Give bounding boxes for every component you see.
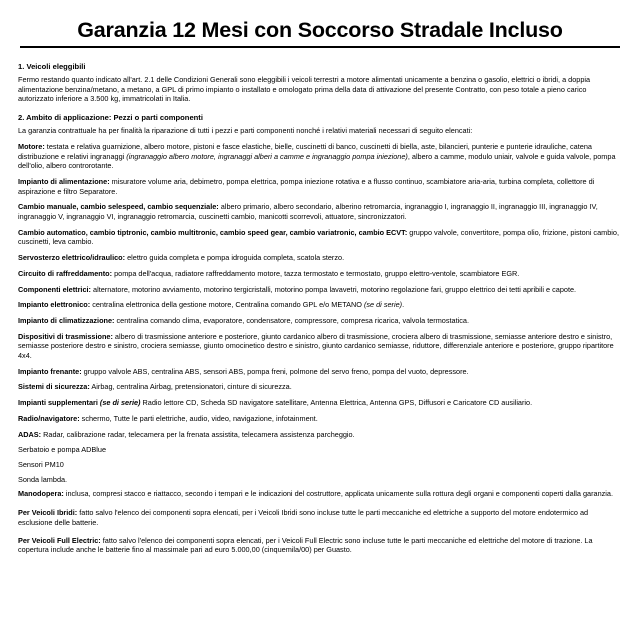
component-label: Cambio automatico, cambio tiptronic, cambio multitronic, cambio speed gear, cambio variatronic, cambio ECVT: xyxy=(18,227,408,237)
component-item-componenti-elettrici xyxy=(18,285,622,295)
component-text: inclusa, compresi stacco e riattacco, secondo i tempari e le indicazioni del costruttore, applicata unicamente sulla rottura degli organi e componenti coperti dalla garanzia. xyxy=(63,489,613,499)
component-item-cambio-automatico xyxy=(18,228,622,247)
footer-note-text: fatto salvo l'elenco dei componenti sopra elencati, per i Veicoli Ibridi sono incluse tutte le parti meccaniche ed elettriche a supporto del motore endotermico ad esclusione delle batterie. xyxy=(18,508,589,527)
component-item-impianto-climatizzazione xyxy=(18,316,622,326)
component-item-motore xyxy=(18,142,622,171)
component-italic-text: (se di serie) xyxy=(361,300,403,310)
page-title: Garanzia 12 Mesi con Soccorso Stradale Incluso xyxy=(20,18,620,48)
footer-note-veicoli-ibridi xyxy=(18,508,622,527)
component-text: pompa dell'acqua, radiatore raffreddamento motore, tazza termostato e termostato, gruppo elettro-ventole, scambiatore EGR. xyxy=(112,268,520,278)
component-item-sistemi-sicurezza xyxy=(18,382,622,392)
component-item-impianto-elettronico xyxy=(18,300,622,310)
footer-note-label: Per Veicoli Full Electric: xyxy=(18,535,101,545)
footer-note-label: Per Veicoli Ibridi: xyxy=(18,508,78,518)
section-heading-veicoli-eleggibili: 1. Veicoli eleggibili xyxy=(18,62,86,71)
section-body-veicoli-eleggibili: Fermo restando quanto indicato all'art. 2.1 delle Condizioni Generali sono eleggibili i veicoli terrestri a motore alimentati unicamente a benzina o gasolio, elettrici o ibridi, a doppia alimentazione benzina/metano, a metano, a GPL di primo impianto o installato e omologato prima della data di attivazione del presente Contratto, con peso totale a pieno carico autorizzato inferiore a 3.500 kg, immatricolati in Italia. xyxy=(18,75,591,104)
component-text: misuratore volume aria, debimetro, pompa elettrica, pompa iniezione rotativa e a flusso continuo, scambiatore aria-aria, turbina completa, collettore di aspirazione e filtro Separatore. xyxy=(18,176,595,196)
component-item-radio-navigatore xyxy=(18,414,622,424)
component-text: albero primario, albero secondario, alberino retromarcia, ingranaggio I, ingranaggio II, ingranaggio III, ingranaggio IV, ingranaggio V, ingranaggio VI, ingranaggio retromarcia, cuscinetti cambio, manicotti scorrevoli, attuatore, sincronizzatori. xyxy=(18,202,598,222)
component-label: Dispositivi di trasmissione: xyxy=(18,331,113,341)
component-label: Cambio manuale, cambio selespeed, cambio sequenziale: xyxy=(18,202,219,212)
section-body-ambito-applicazione: La garanzia contrattuale ha per finalità la riparazione di tutti i pezzi e parti componenti nonché i relativi materiali necessari di seguito elencati: xyxy=(18,126,473,136)
component-item-servosterzo xyxy=(18,253,622,263)
component-text: elettro guida completa e pompa idroguida completa, scatola sterzo. xyxy=(125,253,345,263)
component-text: Radar, calibrazione radar, telecamera per la frenata assistita, telecamera assistenza parcheggio. xyxy=(41,429,355,439)
component-italic-text: (ingranaggio albero motore, ingranaggi alberi a camme e ingranaggio pompa iniezione) xyxy=(124,151,408,161)
component-label: Impianto frenante: xyxy=(18,366,82,376)
component-item-circuito-raffreddamento xyxy=(18,269,622,279)
component-italic-label: (se di serie) xyxy=(97,398,141,408)
component-label: Sensori PM10 xyxy=(18,459,64,469)
footer-note-veicoli-full-electric xyxy=(18,536,622,555)
component-text: schermo, Tutte le parti elettriche, audio, video, navigazione, infotainment. xyxy=(79,413,318,423)
component-label: Sistemi di sicurezza: xyxy=(18,382,90,392)
component-label: Manodopera: xyxy=(18,489,64,499)
component-text: Airbag, centralina Airbag, pretensionatori, cinture di sicurezza. xyxy=(89,382,292,392)
component-text: centralina comando clima, evaporatore, condensatore, compressore, compresa ricarica, valvola termostatica. xyxy=(114,315,469,325)
component-label: Sonda lambda. xyxy=(18,474,68,484)
component-text: alternatore, motorino avviamento, motorino tergicristalli, motorino pompa lavavetri, motorino regolazione fari, gruppo elettrico dei tetti apribili e capote. xyxy=(90,284,577,294)
component-text: gruppo valvole, convertitore, pompa olio, frizione, pistoni cambio, cuscinetti, leva cambio. xyxy=(18,227,619,247)
component-label: Componenti elettrici: xyxy=(18,284,91,294)
component-item-impianto-alimentazione xyxy=(18,177,622,196)
component-label: Impianto elettronico: xyxy=(18,300,91,310)
component-label: Radio/navigatore: xyxy=(18,413,80,423)
component-label: Impianto di alimentazione: xyxy=(18,176,110,186)
component-text: albero di trasmissione anteriore e posteriore, giunto cardanico albero di trasmissione, crociera albero di trasmissione, semiasse anteriore destro e sinistro, semiasse posteriore destro e sinistro, crociera semiasse, giunto omocinetico destro e sinistro, giunto cardanico semiasse, riduttore, differenziale anteriore e posteriore, gruppo ripartitore 4x4. xyxy=(18,331,614,361)
component-text: Radio lettore CD, Scheda SD navigatore satellitare, Antenna Elettrica, Antenna GPS, Diffusori e Caricatore CD ausiliario. xyxy=(140,398,533,408)
component-label: Motore: xyxy=(18,141,45,151)
section-heading-ambito-applicazione: 2. Ambito di applicazione: Pezzi o parti componenti xyxy=(18,113,203,123)
component-text-after: , albero a camme, modulo uniair, valvole e guida valvole, pompa dell'olio, albero controrotante. xyxy=(18,151,616,171)
component-item-sonda-lambda xyxy=(18,475,622,485)
component-item-dispositivi-trasmissione xyxy=(18,332,622,361)
component-label: Impianto di climatizzazione: xyxy=(18,315,115,325)
component-label: Circuito di raffreddamento: xyxy=(18,268,113,278)
component-label: Serbatoio e pompa ADBlue xyxy=(18,445,107,455)
component-text: gruppo valvole ABS, centralina ABS, sensori ABS, pompa freni, polmone del servo freno, pompa del vuoto, depressore. xyxy=(81,366,469,376)
component-item-manodopera xyxy=(18,489,622,499)
component-item-impianti-supplementari xyxy=(18,398,622,408)
component-text: centralina elettronica della gestione motore, Centralina comando GPL e/o METANO xyxy=(90,300,362,310)
component-item-impianto-frenante xyxy=(18,367,622,377)
component-item-sensori-pm10 xyxy=(18,460,622,470)
footer-note-text: fatto salvo l'elenco dei componenti sopra elencati, per i Veicoli Full Electric sono incluse tutte le parti meccaniche ed elettriche del motore di trazione. La copertura include anche le batterie fino al massimale pari ad euro 5.000,00 (cinquemila/00) per Guasto. xyxy=(18,535,593,555)
component-text-after: . xyxy=(402,300,405,310)
component-item-serbatoio-adblue xyxy=(18,445,622,455)
component-label: Servosterzo elettrico/idraulico: xyxy=(18,253,126,263)
footer-notes xyxy=(18,508,622,555)
component-label: ADAS: xyxy=(18,429,42,439)
component-label: Impianti supplementari xyxy=(18,398,98,408)
component-item-adas xyxy=(18,430,622,440)
component-item-cambio-manuale xyxy=(18,202,622,221)
component-text: testata e relativa guarnizione, albero motore, pistoni e fasce elastiche, bielle, cuscinetti di banco, cuscinetti di biella, aste, bilancieri, punterie e punterie idrauliche, catena distribuzione e relativi ingranaggi xyxy=(18,141,592,161)
component-list xyxy=(18,142,622,499)
